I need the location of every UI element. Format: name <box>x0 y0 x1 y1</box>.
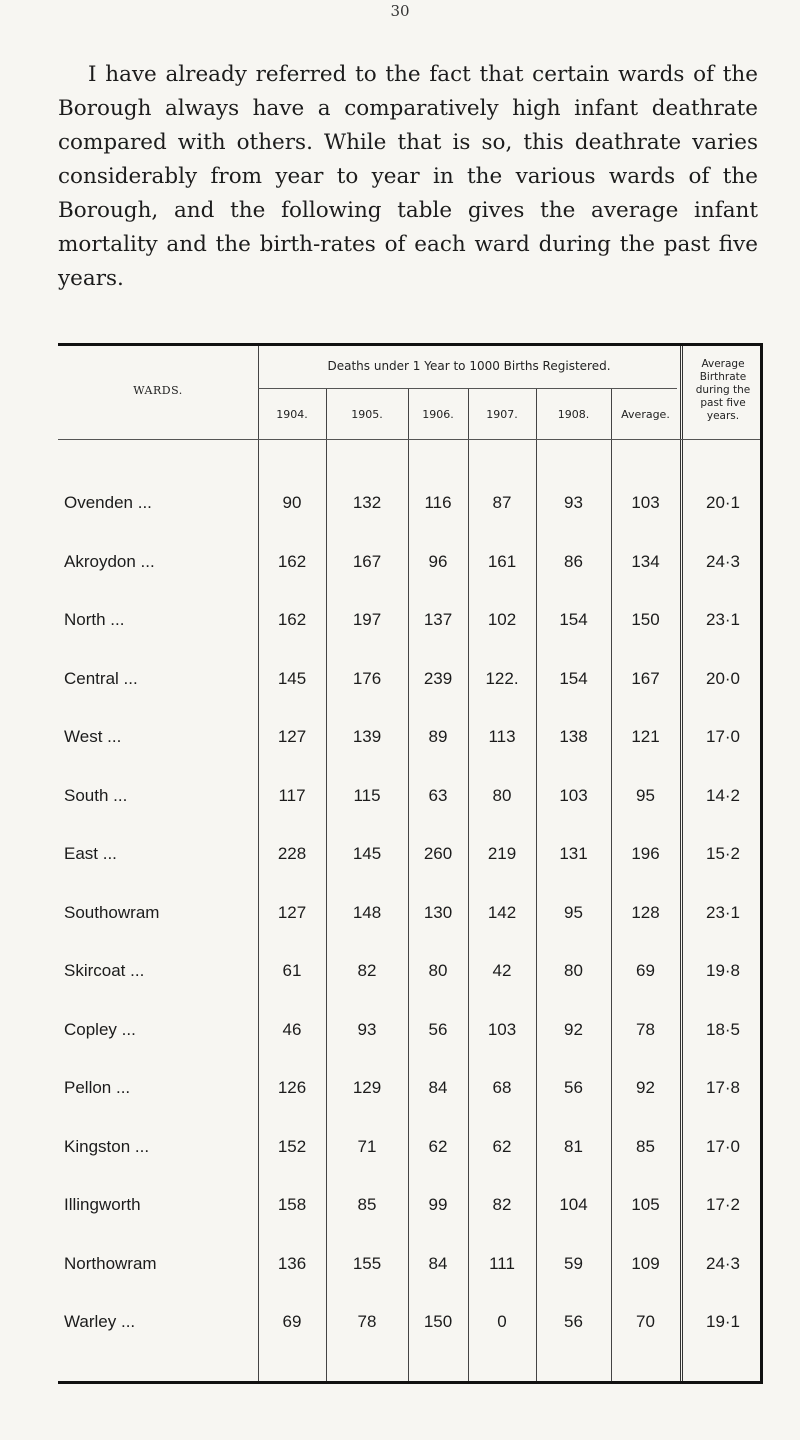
column-divider <box>611 388 612 1381</box>
mortality-value: 42 <box>492 961 512 980</box>
mortality-value: 130 <box>423 902 453 922</box>
birthrate-value: 17·8 <box>705 1078 741 1097</box>
mortality-value: 148 <box>352 902 382 922</box>
ward-name: Central ... <box>64 668 138 688</box>
mortality-value: 197 <box>352 610 382 629</box>
mortality-value: 92 <box>564 1019 583 1039</box>
mortality-value: 70 <box>636 1312 655 1331</box>
table-row <box>58 540 760 584</box>
birthrate-header: Average Birthrate during the past five years. <box>695 358 751 422</box>
column-divider <box>326 388 327 1381</box>
mortality-value: 154 <box>559 668 588 688</box>
mortality-value: 103 <box>559 785 588 805</box>
mortality-value: 117 <box>278 785 306 805</box>
mortality-value: 87 <box>492 493 512 512</box>
mortality-value: 103 <box>487 1019 517 1039</box>
wards-header: WARDS. <box>133 384 183 397</box>
mortality-value: 80 <box>564 961 583 980</box>
mortality-value: 150 <box>423 1312 453 1331</box>
table-row <box>58 1300 760 1344</box>
ward-name: Akroydon ... <box>64 551 155 571</box>
column-header-1906: 1906. <box>422 408 454 421</box>
column-header-average: Average. <box>621 408 670 421</box>
table-row <box>58 774 760 818</box>
mortality-value: 142 <box>487 902 517 922</box>
mortality-value: 93 <box>564 493 583 512</box>
mortality-value: 61 <box>282 961 302 980</box>
ward-name: South ... <box>64 785 128 805</box>
column-divider <box>408 388 409 1381</box>
mortality-value: 62 <box>492 1136 512 1156</box>
ward-name: Copley ... <box>64 1019 136 1039</box>
column-divider <box>468 388 469 1381</box>
mortality-value: 96 <box>428 551 448 571</box>
mortality-value: 78 <box>357 1312 377 1331</box>
birthrate-value: 20·1 <box>705 493 741 512</box>
deaths-group-header: Deaths under 1 Year to 1000 Births Registered. <box>327 359 611 373</box>
birthrate-value: 24·3 <box>705 1253 741 1273</box>
mortality-value: 154 <box>559 610 588 629</box>
table-row <box>58 832 760 876</box>
birthrate-value: 20·0 <box>705 668 741 688</box>
mortality-value: 196 <box>631 844 660 863</box>
mortality-value: 109 <box>631 1253 660 1273</box>
mortality-value: 121 <box>631 727 660 746</box>
mortality-value: 150 <box>631 610 660 629</box>
mortality-value: 59 <box>564 1253 583 1273</box>
mortality-value: 127 <box>277 902 307 922</box>
mortality-value: 167 <box>631 668 660 688</box>
ward-name: Ovenden ... <box>64 493 152 512</box>
birthrate-value: 15·2 <box>705 844 741 863</box>
mortality-value: 115 <box>353 785 381 805</box>
mortality-value: 162 <box>277 610 307 629</box>
mortality-value: 126 <box>277 1078 307 1097</box>
ward-name: North ... <box>64 610 125 629</box>
ward-name: Illingworth <box>64 1195 141 1214</box>
mortality-value: 102 <box>487 610 517 629</box>
mortality-value: 90 <box>282 493 302 512</box>
table-row <box>58 1242 760 1286</box>
mortality-value: 127 <box>277 727 307 746</box>
table-row <box>58 481 760 525</box>
mortality-value: 116 <box>424 493 452 512</box>
mortality-value: 46 <box>282 1019 302 1039</box>
mortality-value: 99 <box>428 1195 448 1214</box>
mortality-value: 145 <box>277 668 307 688</box>
mortality-value: 161 <box>487 551 517 571</box>
mortality-value: 219 <box>487 844 517 863</box>
intro-paragraph: I have already referred to the fact that certain wards of the Borough always have a comparatively high infant deathrate compared with others. While that is so, this deathrate varies considerably from year to year in the various wards of the Borough, and the following table gives the average infant mortality and the birth-rates of each ward during the past five years. <box>58 62 758 291</box>
birthrate-value: 17·0 <box>705 1136 741 1156</box>
mortality-value: 92 <box>636 1078 655 1097</box>
infant-mortality-table <box>58 343 763 1384</box>
table-row <box>58 1125 760 1169</box>
mortality-value: 138 <box>559 727 588 746</box>
mortality-value: 167 <box>352 551 382 571</box>
ward-name: Pellon ... <box>64 1078 131 1097</box>
mortality-value: 176 <box>352 668 382 688</box>
table-row <box>58 949 760 993</box>
table-row <box>58 598 760 642</box>
mortality-value: 89 <box>428 727 448 746</box>
birthrate-value: 23·1 <box>705 902 741 922</box>
birthrate-value: 24·3 <box>705 551 741 571</box>
mortality-value: 69 <box>636 961 655 980</box>
mortality-value: 103 <box>631 493 660 512</box>
column-header-1908: 1908. <box>557 408 590 421</box>
mortality-value: 95 <box>564 902 583 922</box>
mortality-value: 129 <box>352 1078 382 1097</box>
table-row <box>58 715 760 759</box>
mortality-value: 239 <box>423 668 453 688</box>
mortality-value: 104 <box>559 1195 588 1214</box>
table-row <box>58 657 760 701</box>
mortality-value: 128 <box>631 902 660 922</box>
birthrate-value: 19·8 <box>705 961 741 980</box>
birthrate-value: 17·2 <box>705 1195 741 1214</box>
mortality-value: 69 <box>282 1312 302 1331</box>
mortality-value: 113 <box>488 727 516 746</box>
mortality-value: 85 <box>636 1136 655 1156</box>
mortality-value: 136 <box>277 1253 307 1273</box>
mortality-value: 134 <box>631 551 660 571</box>
mortality-value: 81 <box>564 1136 583 1156</box>
mortality-value: 122. <box>485 668 519 688</box>
ward-name: Skircoat ... <box>64 961 145 980</box>
mortality-value: 68 <box>492 1078 512 1097</box>
mortality-value: 82 <box>492 1195 512 1214</box>
mortality-value: 93 <box>357 1019 377 1039</box>
mortality-value: 111 <box>489 1253 515 1273</box>
ward-name: Southowram <box>64 902 160 922</box>
table-row <box>58 1183 760 1227</box>
mortality-value: 162 <box>277 551 307 571</box>
birthrate-value: 23·1 <box>705 610 741 629</box>
mortality-value: 155 <box>352 1253 382 1273</box>
table-row <box>58 891 760 935</box>
mortality-value: 56 <box>428 1019 448 1039</box>
birthrate-value: 14·2 <box>705 785 741 805</box>
birthrate-value: 19·1 <box>705 1312 741 1331</box>
table-row <box>58 1008 760 1052</box>
mortality-value: 145 <box>352 844 382 863</box>
mortality-value: 95 <box>636 785 655 805</box>
header-divider <box>58 439 760 440</box>
mortality-value: 86 <box>564 551 583 571</box>
column-header-1904: 1904. <box>276 408 308 421</box>
column-divider <box>536 388 537 1381</box>
mortality-value: 158 <box>277 1195 307 1214</box>
birthrate-value: 18·5 <box>705 1019 741 1039</box>
ward-name: Kingston ... <box>64 1136 150 1156</box>
mortality-value: 228 <box>277 844 307 863</box>
ward-name: Warley ... <box>64 1312 136 1331</box>
ward-name: East ... <box>64 844 117 863</box>
mortality-value: 63 <box>428 785 448 805</box>
birthrate-value: 17·0 <box>705 727 741 746</box>
mortality-value: 105 <box>631 1195 660 1214</box>
table-row <box>58 1066 760 1110</box>
mortality-value: 82 <box>357 961 377 980</box>
ward-name: West ... <box>64 727 122 746</box>
column-header-1907: 1907. <box>486 408 518 421</box>
mortality-value: 139 <box>352 727 382 746</box>
mortality-value: 56 <box>564 1078 583 1097</box>
mortality-value: 137 <box>423 610 453 629</box>
mortality-value: 62 <box>428 1136 448 1156</box>
mortality-value: 71 <box>357 1136 377 1156</box>
mortality-value: 131 <box>559 844 588 863</box>
header-divider <box>258 388 677 389</box>
page-number: 30 <box>390 2 410 20</box>
column-header-1905: 1905. <box>351 408 383 421</box>
mortality-value: 0 <box>497 1312 507 1331</box>
mortality-value: 78 <box>636 1019 655 1039</box>
mortality-value: 56 <box>564 1312 583 1331</box>
mortality-value: 84 <box>428 1078 448 1097</box>
mortality-value: 132 <box>352 493 382 512</box>
mortality-value: 80 <box>492 785 512 805</box>
ward-name: Northowram <box>64 1253 157 1273</box>
mortality-value: 152 <box>277 1136 307 1156</box>
mortality-value: 85 <box>357 1195 377 1214</box>
mortality-value: 80 <box>428 961 448 980</box>
mortality-value: 260 <box>423 844 453 863</box>
mortality-value: 84 <box>428 1253 448 1273</box>
